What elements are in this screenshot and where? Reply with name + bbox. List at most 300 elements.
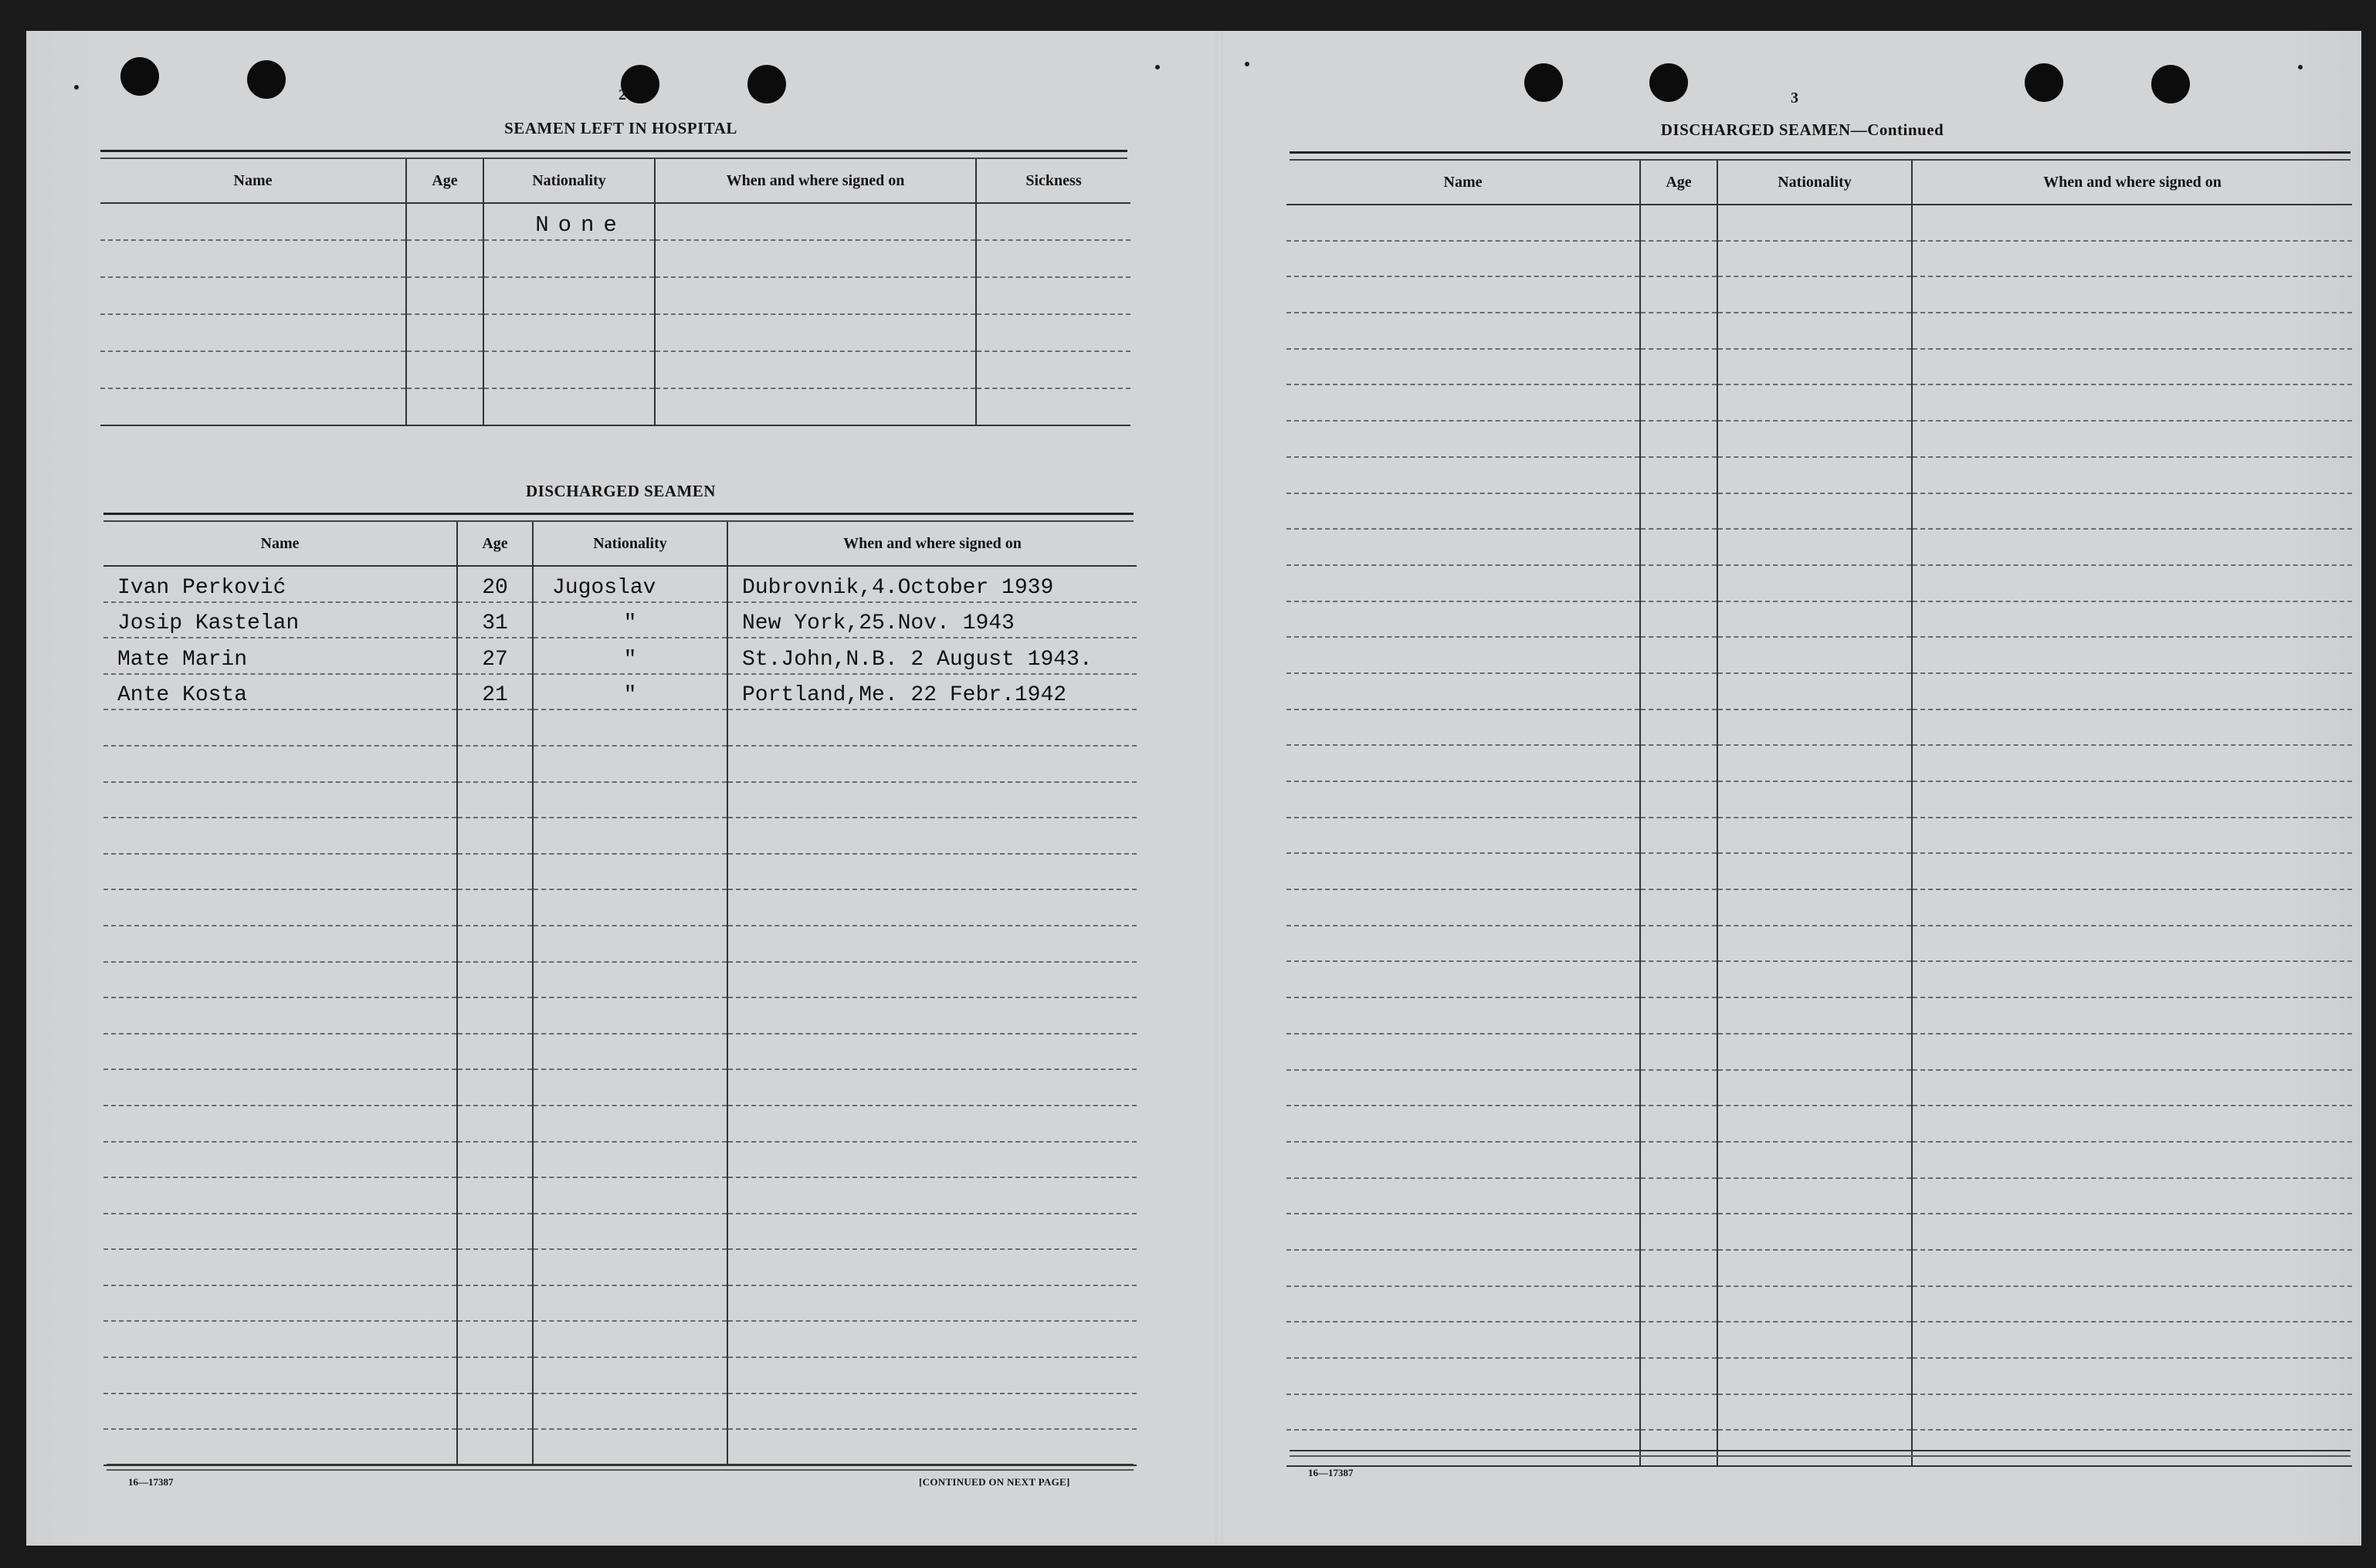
table-cell [727, 1249, 1137, 1285]
table-cell [1640, 1142, 1717, 1178]
table-cell [457, 709, 533, 746]
table-cell [1640, 457, 1717, 493]
table-cell [1912, 961, 2352, 997]
punch-hole [2151, 65, 2190, 103]
table-cell [103, 854, 457, 890]
col-header-nationality: Nationality [483, 159, 655, 203]
table-cell [103, 709, 457, 746]
table-cell [457, 1321, 533, 1357]
speck [1155, 65, 1160, 69]
seaman-nationality-text: " [623, 611, 637, 636]
table-cell [103, 997, 457, 1034]
table-cell [655, 277, 976, 314]
table-cell [1717, 889, 1912, 926]
table-cell [1717, 781, 1912, 818]
table-row [103, 709, 1137, 746]
table-cell [1286, 709, 1640, 746]
table-cell [100, 277, 406, 314]
table-cell [533, 854, 727, 890]
table-row [103, 1394, 1137, 1430]
table-row [1286, 493, 2352, 530]
hospital-none-entry-text: None [535, 212, 626, 238]
table-cell [103, 1069, 457, 1106]
table-cell [457, 997, 533, 1034]
table-cell [103, 1394, 457, 1430]
table-row [103, 1249, 1137, 1285]
seaman-age-text: 27 [482, 647, 508, 672]
table-cell [1286, 1034, 1640, 1070]
table-cell [1912, 1034, 2352, 1070]
table-cell [103, 782, 457, 818]
table-cell [1717, 1286, 1912, 1322]
table-cell [1912, 601, 2352, 638]
seaman-signed-on-text: New York,25.Nov. 1943 [742, 611, 1015, 636]
table-cell [1912, 421, 2352, 457]
table-cell [1717, 1142, 1912, 1178]
table-cell [457, 1177, 533, 1214]
table-row [1286, 1322, 2352, 1358]
table-cell [1717, 637, 1912, 673]
seaman-age [457, 674, 533, 710]
seaman-name-text: Josip Kastelan [117, 611, 300, 636]
seaman-age-text: 31 [482, 611, 508, 636]
table-cell [1640, 1214, 1717, 1250]
table-cell [1286, 1070, 1640, 1106]
table-cell [1640, 565, 1717, 601]
hospital-none-entry [483, 203, 655, 240]
seaman-name [103, 674, 457, 710]
table-cell [1912, 1286, 2352, 1322]
table-cell [1640, 421, 1717, 457]
table-cell [483, 314, 655, 351]
table-cell [1717, 997, 1912, 1034]
table-cell [103, 962, 457, 998]
table-cell [483, 240, 655, 277]
table-cell [727, 962, 1137, 998]
table-cell [1717, 1358, 1912, 1394]
table-cell [727, 709, 1137, 746]
table-cell [1912, 818, 2352, 854]
table-cell [1912, 349, 2352, 385]
seaman-name-text: Mate Marin [117, 647, 248, 672]
table-cell [1286, 1214, 1640, 1250]
table-cell [1640, 276, 1717, 313]
table-cell [1286, 313, 1640, 349]
table-cell [1717, 673, 1912, 709]
table-cell [1286, 745, 1640, 781]
table-cell [1640, 349, 1717, 385]
table-cell [1717, 205, 1912, 241]
table-cell [1717, 1322, 1912, 1358]
table-cell [457, 926, 533, 962]
table-cell [1912, 889, 2352, 926]
seaman-signed-on-text: St.John,N.B. 2 August 1943. [742, 647, 1093, 672]
table-cell [103, 1249, 457, 1285]
table-cell [1286, 1142, 1640, 1178]
table-cell [1286, 1358, 1640, 1394]
table-row [1286, 241, 2352, 277]
punch-hole [747, 65, 786, 103]
table-row [1286, 853, 2352, 889]
table-cell [1912, 565, 2352, 601]
table-cell [1912, 1394, 2352, 1431]
table-cell [1717, 1394, 1912, 1431]
table-cell [1640, 889, 1717, 926]
col-header-age: Age [1640, 161, 1717, 205]
table-row [1286, 1214, 2352, 1250]
seaman-nationality [533, 638, 727, 674]
table-cell [1286, 529, 1640, 565]
table-cell [1286, 349, 1640, 385]
double-rule [1290, 151, 2351, 161]
table-cell [1717, 241, 1912, 277]
table-row [103, 889, 1137, 926]
table-row [100, 277, 1130, 314]
seaman-age-text: 21 [482, 683, 508, 708]
table-row [103, 782, 1137, 818]
table-cell [976, 388, 1130, 425]
table-row [103, 1069, 1137, 1106]
table-row [103, 602, 1137, 638]
speck [1245, 62, 1249, 66]
table-cell [1912, 1250, 2352, 1286]
table-cell [1286, 565, 1640, 601]
table-cell [483, 388, 655, 425]
table-row [1286, 637, 2352, 673]
double-rule [100, 150, 1127, 159]
table-cell [727, 1429, 1137, 1465]
table-cell [1717, 1178, 1912, 1214]
table-cell [727, 1214, 1137, 1250]
table-row [1286, 1106, 2352, 1142]
col-header-name: Name [100, 159, 406, 203]
bottom-rule [107, 1464, 1134, 1471]
table-cell [103, 1321, 457, 1357]
table-cell [655, 240, 976, 277]
table-cell [1286, 241, 1640, 277]
table-row [1286, 601, 2352, 638]
table-cell [457, 1106, 533, 1142]
table-cell [727, 854, 1137, 890]
continued-table [1286, 161, 2352, 1467]
col-header-age: Age [457, 522, 533, 566]
seaman-age [457, 602, 533, 638]
hospital-section-title: SEAMEN LEFT IN HOSPITAL [504, 119, 737, 137]
table-cell [1286, 961, 1640, 997]
table-cell [1640, 241, 1717, 277]
table-cell [483, 277, 655, 314]
table-cell [103, 926, 457, 962]
table-cell [655, 388, 976, 425]
table-cell [727, 1106, 1137, 1142]
table-cell [1286, 384, 1640, 421]
seaman-signed-on-text: Dubrovnik,4.October 1939 [742, 575, 1054, 600]
table-row [103, 1429, 1137, 1465]
table-cell [1717, 818, 1912, 854]
seaman-nationality [533, 566, 727, 602]
table-cell [533, 818, 727, 854]
punch-hole [247, 60, 286, 99]
table-cell [1717, 529, 1912, 565]
table-row [1286, 1142, 2352, 1178]
table-row [1286, 745, 2352, 781]
seaman-signed-on [727, 566, 1137, 602]
table-cell [1286, 601, 1640, 638]
table-cell [1640, 1322, 1717, 1358]
table-cell [533, 746, 727, 782]
table-cell [1640, 997, 1717, 1034]
table-cell [1912, 1358, 2352, 1394]
table-row [1286, 421, 2352, 457]
table-cell [533, 782, 727, 818]
table-cell [1640, 853, 1717, 889]
table-row [103, 566, 1137, 602]
table-cell [1640, 1106, 1717, 1142]
table-cell [457, 1142, 533, 1178]
col-header-nationality: Nationality [1717, 161, 1912, 205]
table-cell [457, 1249, 533, 1285]
table-cell [533, 1142, 727, 1178]
table-cell [1912, 1214, 2352, 1250]
table-cell [1912, 493, 2352, 530]
table-cell [727, 1394, 1137, 1430]
table-cell [1286, 1178, 1640, 1214]
table-cell [533, 1394, 727, 1430]
table-cell [100, 240, 406, 277]
table-cell [103, 1034, 457, 1070]
table-cell [1717, 1034, 1912, 1070]
table-cell [1286, 637, 1640, 673]
table-cell [1286, 1286, 1640, 1322]
table-cell [103, 889, 457, 926]
table-cell [1717, 493, 1912, 530]
seaman-nationality-text: Jugoslav [552, 575, 656, 600]
table-cell [1286, 997, 1640, 1034]
seaman-signed-on [727, 602, 1137, 638]
table-row [103, 1321, 1137, 1357]
table-cell [1640, 673, 1717, 709]
right-page [1231, 31, 2361, 1546]
table-cell [727, 746, 1137, 782]
table-cell [457, 1429, 533, 1465]
table-row [1286, 313, 2352, 349]
table-cell [1286, 1106, 1640, 1142]
table-cell [1717, 384, 1912, 421]
table-cell [1912, 637, 2352, 673]
col-header-name: Name [103, 522, 457, 566]
table-cell [655, 203, 976, 240]
table-row [1286, 565, 2352, 601]
table-cell [1717, 1214, 1912, 1250]
seaman-age [457, 566, 533, 602]
table-cell [655, 351, 976, 388]
table-cell [406, 351, 483, 388]
table-cell [533, 709, 727, 746]
table-cell [1640, 1070, 1717, 1106]
table-cell [406, 314, 483, 351]
table-cell [1286, 493, 1640, 530]
table-cell [1717, 349, 1912, 385]
table-row [1286, 276, 2352, 313]
seaman-name [103, 638, 457, 674]
table-cell [1640, 1250, 1717, 1286]
table-cell [533, 1069, 727, 1106]
seaman-name [103, 602, 457, 638]
seaman-signed-on-text: Portland,Me. 22 Febr.1942 [742, 683, 1067, 708]
double-rule [103, 513, 1134, 522]
table-cell [1912, 745, 2352, 781]
col-header-name: Name [1286, 161, 1640, 205]
table-cell [457, 1394, 533, 1430]
table-cell [1640, 493, 1717, 530]
col-header-age: Age [406, 159, 483, 203]
table-cell [727, 997, 1137, 1034]
table-cell [1640, 1430, 1717, 1466]
table-cell [406, 277, 483, 314]
table-cell [1640, 601, 1717, 638]
continued-note: [CONTINUED ON NEXT PAGE] [919, 1476, 1070, 1488]
table-cell [533, 1357, 727, 1394]
table-row [103, 1357, 1137, 1394]
speck [74, 85, 79, 90]
table-cell [1912, 1106, 2352, 1142]
table-cell [457, 1214, 533, 1250]
table-cell [1640, 1394, 1717, 1431]
table-row [1286, 926, 2352, 962]
punch-hole [2025, 63, 2063, 102]
bottom-rule [1290, 1450, 2351, 1457]
table-row [1286, 457, 2352, 493]
col-header-signed-on: When and where signed on [655, 159, 976, 203]
table-cell [976, 203, 1130, 240]
table-cell [533, 1214, 727, 1250]
left-page [26, 31, 1200, 1546]
table-cell [103, 1357, 457, 1394]
table-row [103, 926, 1137, 962]
table-row [103, 1177, 1137, 1214]
table-cell [1717, 1106, 1912, 1142]
table-cell [1717, 709, 1912, 746]
table-cell [727, 1177, 1137, 1214]
table-row [100, 203, 1130, 240]
col-header-signed-on: When and where signed on [1912, 161, 2352, 205]
table-cell [457, 854, 533, 890]
table-cell [1286, 421, 1640, 457]
table-cell [1640, 961, 1717, 997]
table-cell [1717, 745, 1912, 781]
table-cell [1717, 1430, 1912, 1466]
table-cell [1640, 926, 1717, 962]
table-cell [483, 351, 655, 388]
table-row [1286, 205, 2352, 241]
table-row [103, 1142, 1137, 1178]
table-cell [1717, 565, 1912, 601]
table-row [103, 818, 1137, 854]
table-cell [1640, 781, 1717, 818]
table-cell [1912, 276, 2352, 313]
table-cell [1912, 1430, 2352, 1466]
table-cell [727, 818, 1137, 854]
col-header-signed-on: When and where signed on [727, 522, 1137, 566]
table-cell [1717, 601, 1912, 638]
table-row [1286, 1394, 2352, 1431]
table-cell [1640, 745, 1717, 781]
seaman-nationality-text: " [623, 647, 637, 672]
table-cell [1640, 1178, 1717, 1214]
table-cell [406, 388, 483, 425]
table-row [1286, 1250, 2352, 1286]
table-row [1286, 1286, 2352, 1322]
table-cell [1912, 997, 2352, 1034]
table-cell [103, 1429, 457, 1465]
table-cell [533, 926, 727, 962]
table-row [1286, 1034, 2352, 1070]
table-cell [1286, 926, 1640, 962]
punch-hole [120, 57, 159, 96]
table-cell [1717, 276, 1912, 313]
table-cell [1640, 529, 1717, 565]
table-cell [1286, 853, 1640, 889]
seaman-age-text: 20 [482, 575, 508, 600]
table-cell [533, 1285, 727, 1322]
table-cell [1286, 889, 1640, 926]
table-row [103, 1285, 1137, 1322]
table-cell [457, 1034, 533, 1070]
table-cell [1717, 926, 1912, 962]
table-cell [457, 1357, 533, 1394]
table-cell [533, 997, 727, 1034]
table-cell [1286, 1250, 1640, 1286]
table-cell [406, 203, 483, 240]
table-row [1286, 818, 2352, 854]
table-cell [103, 1285, 457, 1322]
table-cell [100, 388, 406, 425]
table-cell [1640, 384, 1717, 421]
table-cell [1640, 709, 1717, 746]
table-cell [100, 351, 406, 388]
table-cell [1286, 1394, 1640, 1431]
table-cell [1286, 1322, 1640, 1358]
table-cell [655, 314, 976, 351]
table-cell [457, 818, 533, 854]
table-cell [103, 1106, 457, 1142]
table-cell [1286, 818, 1640, 854]
table-row [100, 388, 1130, 425]
table-row [103, 1034, 1137, 1070]
table-cell [1640, 205, 1717, 241]
discharged-table [103, 522, 1137, 1466]
continued-section-title [1571, 120, 2034, 140]
seaman-age [457, 638, 533, 674]
table-cell [1912, 241, 2352, 277]
seaman-nationality [533, 602, 727, 638]
col-header-sickness: Sickness [976, 159, 1130, 203]
table-cell [533, 1249, 727, 1285]
seaman-signed-on [727, 674, 1137, 710]
seaman-nationality [533, 674, 727, 710]
table-row [1286, 1070, 2352, 1106]
table-cell [1717, 853, 1912, 889]
table-row [1286, 384, 2352, 421]
table-cell [100, 314, 406, 351]
table-cell [1717, 457, 1912, 493]
table-cell [103, 746, 457, 782]
table-cell [1717, 421, 1912, 457]
center-fold [1215, 31, 1223, 1546]
table-cell [1717, 313, 1912, 349]
table-cell [727, 782, 1137, 818]
table-cell [533, 1106, 727, 1142]
